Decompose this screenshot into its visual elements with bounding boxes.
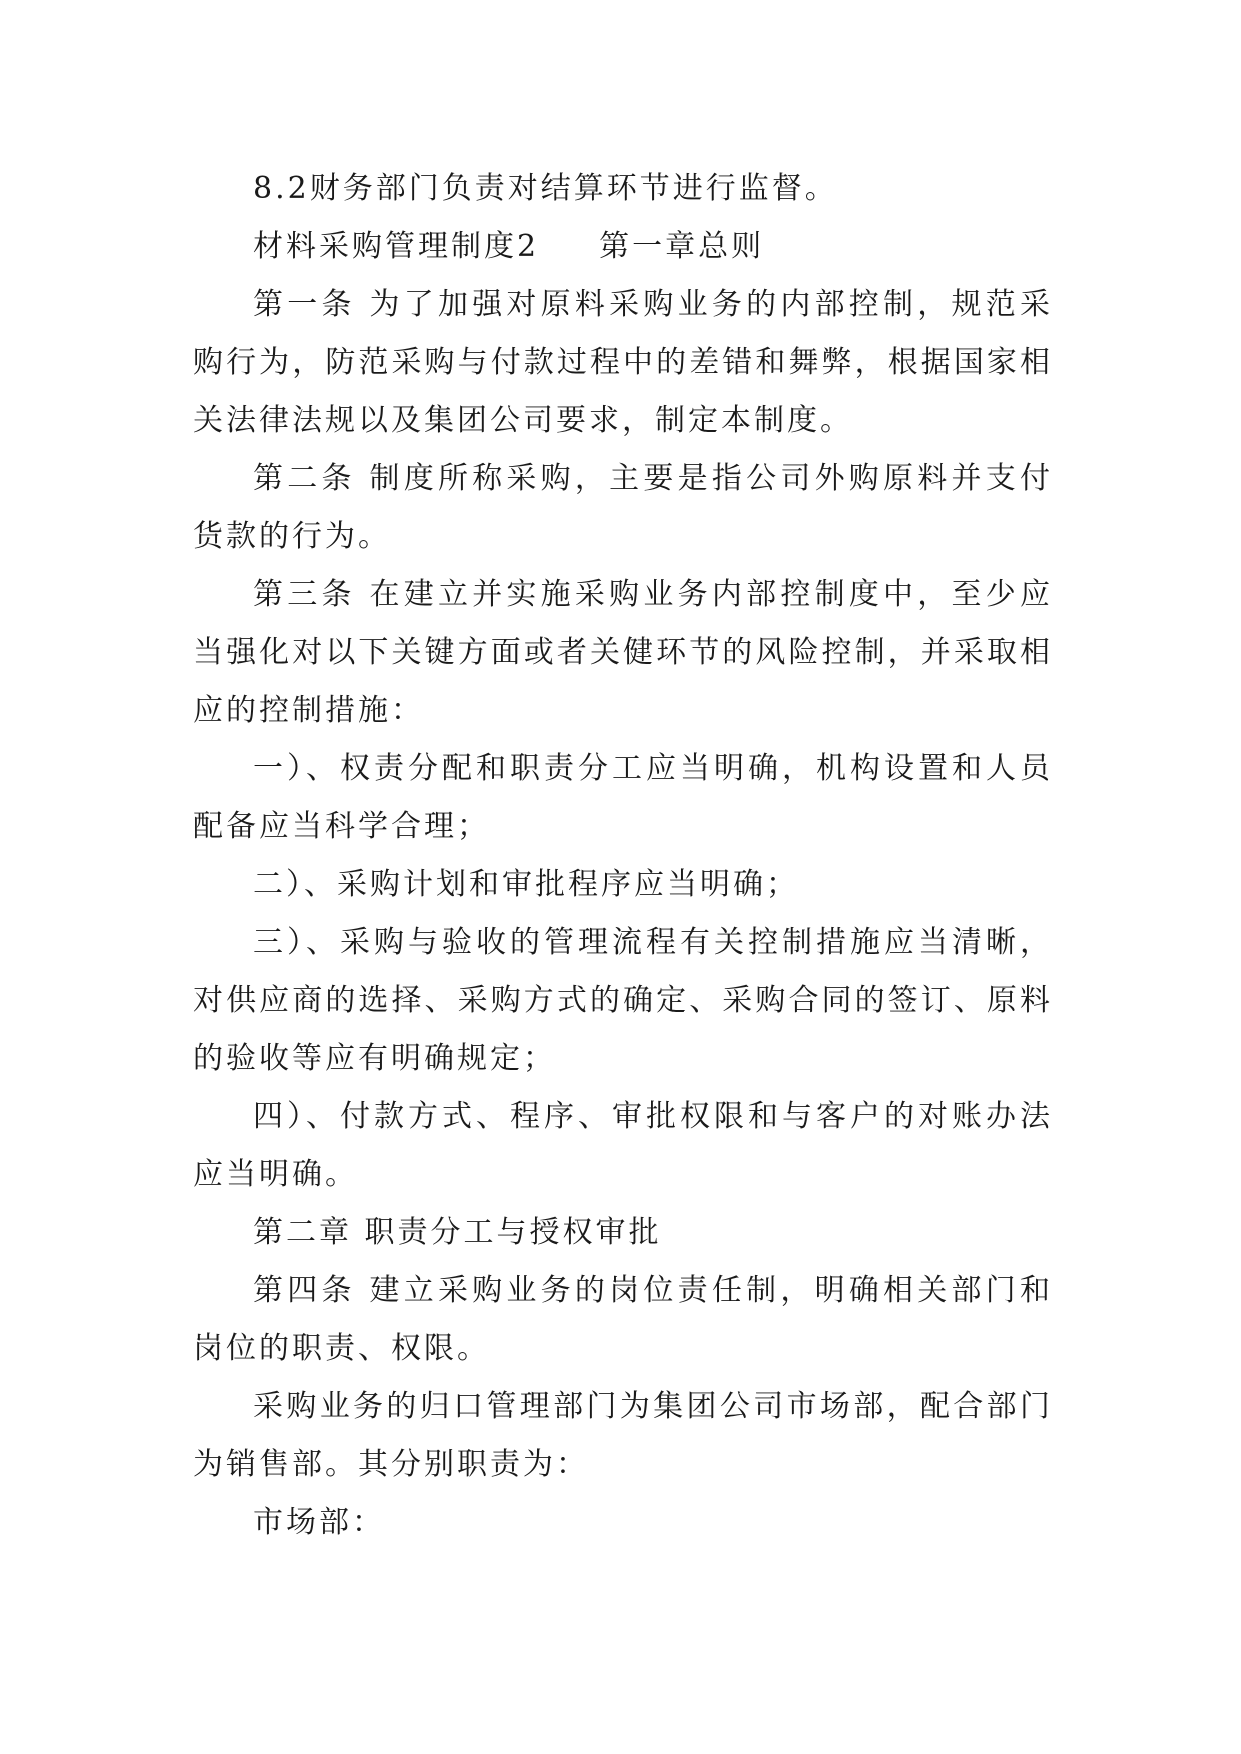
paragraph-finance-supervision: 8.2财务部门负责对结算环节进行监督。 (253, 171, 838, 206)
document-heading (193, 218, 1053, 276)
list-item-4: 四）、付款方式、程序、审批权限和与客户的对账办法应当明确。 (193, 1099, 1053, 1192)
document-title: 材料采购管理制度2 (253, 229, 540, 264)
chapter-title: 第一章总则 (599, 229, 765, 264)
article-2: 第二条 制度所称采购，主要是指公司外购原料并支付货款的行为。 (193, 461, 1053, 554)
list-item-2: 二）、采购计划和审批程序应当明确； (253, 867, 799, 902)
document-body (193, 160, 1053, 1552)
article-3: 第三条 在建立并实施采购业务内部控制度中，至少应当强化对以下关键方面或者关健环节的风险控制，并采取相应的控制措施： (193, 577, 1053, 728)
market-department-label: 市场部： (253, 1505, 385, 1540)
list-item-3: 三）、采购与验收的管理流程有关控制措施应当清晰，对供应商的选择、采购方式的确定、采购合同的签订、原料的验收等应有明确规定； (193, 925, 1053, 1076)
chapter-2-heading: 第二章 职责分工与授权审批 (253, 1215, 662, 1250)
article-1: 第一条 为了加强对原料采购业务的内部控制，规范采购行为，防范采购与付款过程中的差错和舞弊，根据国家相关法律法规以及集团公司要求，制定本制度。 (193, 287, 1053, 438)
article-4: 第四条 建立采购业务的岗位责任制，明确相关部门和岗位的职责、权限。 (193, 1273, 1053, 1366)
department-responsibility: 采购业务的归口管理部门为集团公司市场部，配合部门为销售部。其分别职责为： (193, 1389, 1053, 1482)
list-item-1: 一）、权责分配和职责分工应当明确，机构设置和人员配备应当科学合理； (193, 751, 1053, 844)
